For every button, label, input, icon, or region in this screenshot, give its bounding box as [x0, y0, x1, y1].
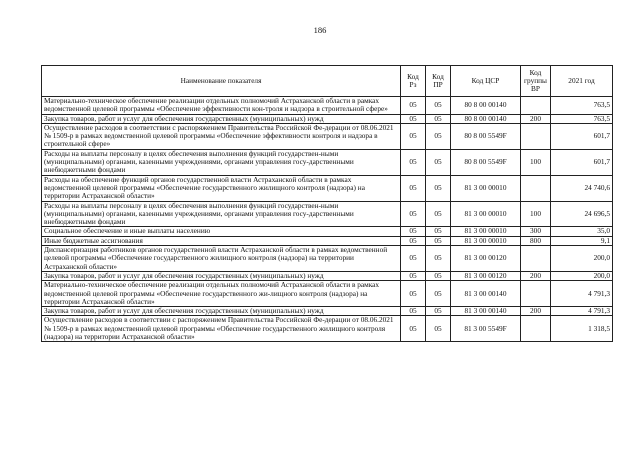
row-name: Закупка товаров, работ и услуг для обеспечения государственных (муниципальных) нужд	[42, 271, 401, 280]
row-csr: 80 8 00 5549F	[451, 149, 521, 175]
header-vr: Код группы ВР	[521, 66, 551, 97]
row-sum: 4 791,3	[551, 281, 613, 307]
row-pr: 05	[426, 114, 451, 123]
row-vr: 800	[521, 236, 551, 245]
row-pr: 05	[426, 123, 451, 149]
row-sum: 200,0	[551, 246, 613, 272]
row-sum: 1 318,5	[551, 316, 613, 342]
row-vr: 200	[521, 271, 551, 280]
row-rz: 05	[401, 149, 426, 175]
header-csr: Код ЦСР	[451, 66, 521, 97]
row-vr: 200	[521, 307, 551, 316]
page-number: 186	[313, 25, 327, 35]
table-body	[42, 97, 613, 342]
table-row	[42, 97, 613, 115]
row-rz: 05	[401, 123, 426, 149]
row-rz: 05	[401, 97, 426, 115]
header-name: Наименование показателя	[42, 66, 401, 97]
row-csr: 80 8 00 5549F	[451, 123, 521, 149]
table-row	[42, 149, 613, 175]
table-row	[42, 114, 613, 123]
row-rz: 05	[401, 236, 426, 245]
row-sum: 763,5	[551, 97, 613, 115]
row-rz: 05	[401, 175, 426, 201]
row-pr: 05	[426, 175, 451, 201]
row-csr: 81 3 00 00010	[451, 175, 521, 201]
row-name: Осуществление расходов в соответствии с распоряжением Правительства Российской Фе-дерации от 08.06.2021 № 1509-р в рамках ведомственной целевой программы «Обеспечение государственного жилищного контроля (надзора) на территории Астраханской области»	[42, 316, 401, 342]
row-rz: 05	[401, 227, 426, 236]
row-rz: 05	[401, 246, 426, 272]
table-row	[42, 281, 613, 307]
row-name: Материально-техническое обеспечение реализации отдельных полномочий Астраханской области в рамках ведомственной целевой программы «Обеспечение эффективности кон-троля и надзора в строительной сфере»	[42, 97, 401, 115]
row-sum: 9,1	[551, 236, 613, 245]
row-sum: 35,0	[551, 227, 613, 236]
row-pr: 05	[426, 246, 451, 272]
row-vr: 200	[521, 114, 551, 123]
row-pr: 05	[426, 149, 451, 175]
row-csr: 80 8 00 00140	[451, 97, 521, 115]
table-row	[42, 316, 613, 342]
row-rz: 05	[401, 271, 426, 280]
row-name: Расходы на выплаты персоналу в целях обеспечения выполнения функций государствен-ными (муниципальными) органами, казенными учреждениями, органами управления госу-дарственными внебюджетными фондами	[42, 201, 401, 227]
table-row	[42, 123, 613, 149]
row-sum: 200,0	[551, 271, 613, 280]
row-sum: 24 740,6	[551, 175, 613, 201]
row-pr: 05	[426, 307, 451, 316]
row-csr: 81 3 00 5549F	[451, 316, 521, 342]
header-year: 2021 год	[551, 66, 613, 97]
row-sum: 601,7	[551, 149, 613, 175]
row-vr: 100	[521, 149, 551, 175]
row-vr	[521, 175, 551, 201]
row-name: Материально-техническое обеспечение реализации отдельных полномочий Астраханской области в рамках ведомственной целевой программы «Обеспечение государственного жи-лищного контроля (надзора) на территории Астраханской области»	[42, 281, 401, 307]
row-csr: 81 3 00 00120	[451, 246, 521, 272]
row-sum: 601,7	[551, 123, 613, 149]
table-row	[42, 201, 613, 227]
row-rz: 05	[401, 201, 426, 227]
table-header-row	[42, 66, 613, 97]
row-csr: 81 3 00 00140	[451, 307, 521, 316]
row-name: Иные бюджетные ассигнования	[42, 236, 401, 245]
row-pr: 05	[426, 97, 451, 115]
table-row	[42, 246, 613, 272]
row-pr: 05	[426, 236, 451, 245]
row-csr: 81 3 00 00010	[451, 236, 521, 245]
row-name: Закупка товаров, работ и услуг для обеспечения государственных (муниципальных) нужд	[42, 114, 401, 123]
row-pr: 05	[426, 271, 451, 280]
table-row	[42, 175, 613, 201]
row-name: Социальное обеспечение и иные выплаты населению	[42, 227, 401, 236]
budget-table	[41, 65, 613, 342]
row-name: Диспансеризация работников органов государственной власти Астраханской области в рамках ведомственной целевой программы «Обеспечение государственного жилищного контроля (надзора) на территории Астраханской области»	[42, 246, 401, 272]
row-sum: 24 696,5	[551, 201, 613, 227]
row-pr: 05	[426, 227, 451, 236]
row-vr	[521, 281, 551, 307]
row-csr: 81 3 00 00140	[451, 281, 521, 307]
row-rz: 05	[401, 307, 426, 316]
row-vr	[521, 246, 551, 272]
row-name: Расходы на обеспечение функций органов государственной власти Астраханской области в рамках ведомственной целевой программы «Обеспечение государственного жилищного контроля (надзора) на территории Астраханской области»	[42, 175, 401, 201]
table-row	[42, 227, 613, 236]
row-rz: 05	[401, 114, 426, 123]
row-pr: 05	[426, 281, 451, 307]
row-name: Расходы на выплаты персоналу в целях обеспечения выполнения функций государствен-ными (муниципальными) органами, казенными учреждениями, органами управления госу-дарственными внебюджетными фондами	[42, 149, 401, 175]
row-csr: 81 3 00 00010	[451, 201, 521, 227]
row-vr	[521, 123, 551, 149]
row-pr: 05	[426, 201, 451, 227]
header-rz: Код Рз	[401, 66, 426, 97]
row-rz: 05	[401, 281, 426, 307]
row-pr: 05	[426, 316, 451, 342]
row-csr: 81 3 00 00120	[451, 271, 521, 280]
row-sum: 763,5	[551, 114, 613, 123]
row-csr: 80 8 00 00140	[451, 114, 521, 123]
row-name: Закупка товаров, работ и услуг для обеспечения государственных (муниципальных) нужд	[42, 307, 401, 316]
header-pr: Код ПР	[426, 66, 451, 97]
row-name: Осуществление расходов в соответствии с распоряжением Правительства Российской Фе-дерации от 08.06.2021 № 1509-р в рамках ведомственной целевой программы «Обеспечение эффективности контроля и надзора в строительной сфере»	[42, 123, 401, 149]
row-sum: 4 791,3	[551, 307, 613, 316]
row-vr	[521, 97, 551, 115]
row-rz: 05	[401, 316, 426, 342]
row-vr: 300	[521, 227, 551, 236]
row-csr: 81 3 00 00010	[451, 227, 521, 236]
row-vr: 100	[521, 201, 551, 227]
row-vr	[521, 316, 551, 342]
